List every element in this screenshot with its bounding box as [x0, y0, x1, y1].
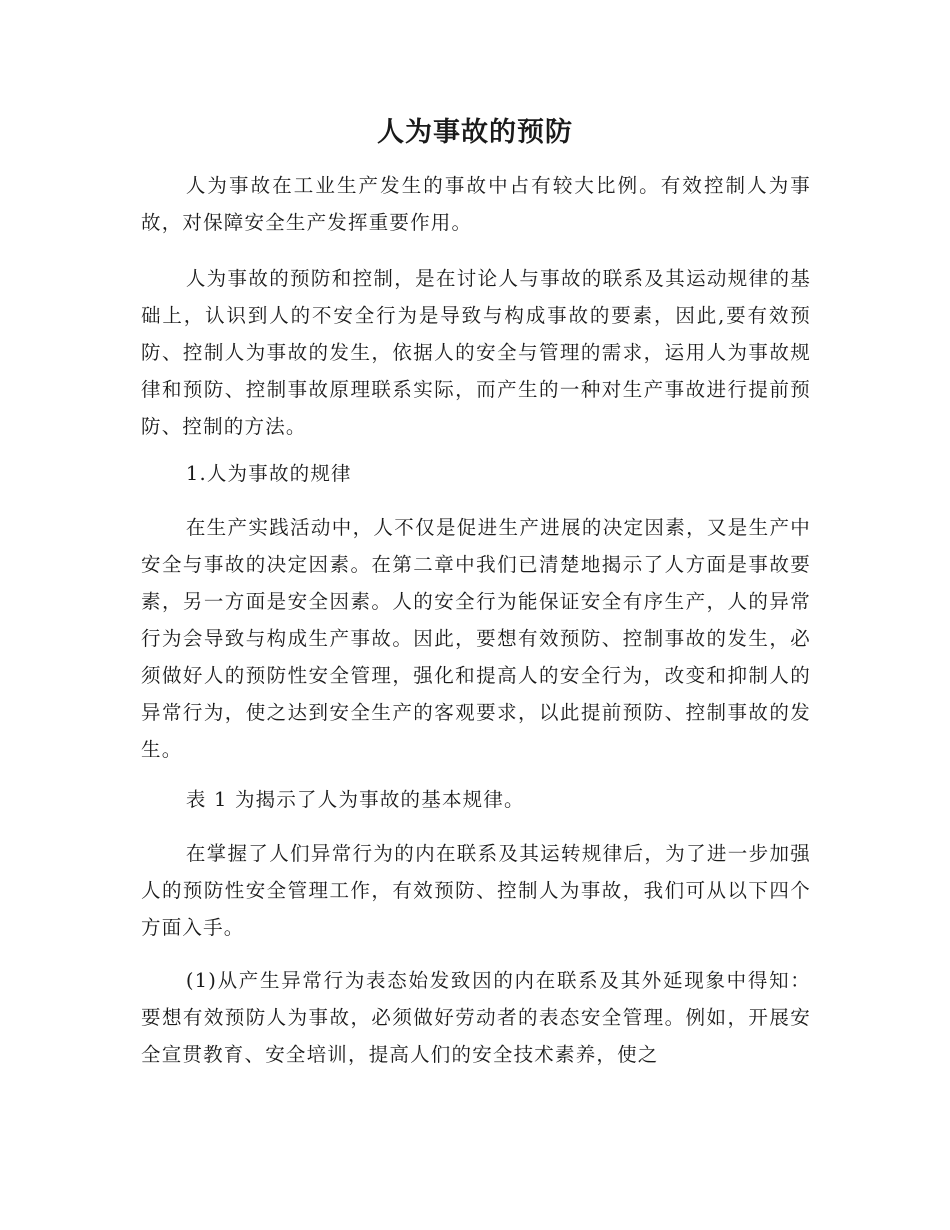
paragraph-production-practice: 在生产实践活动中，人不仅是促进生产进展的决定因素，又是生产中安全与事故的决定因素。在第二章中我们已清楚地揭示了人方面是事故要素，另一方面是安全因素。人的安全行为能保证安全有序生产，人的异常行为会导致与构成生产事故。因此，要想有效预防、控制事故的发生，必须做好人的预防性安全管理，强化和提高人的安全行为，改变和抑制人的异常行为，使之达到安全生产的客观要求，以此提前预防、控制事故的发生。	[141, 516, 811, 761]
paragraph-item-1: (1)从产生异常行为表态始发致因的内在联系及其外延现象中得知：要想有效预防人为事故，必须做好劳动者的表态安全管理。例如，开展安全宣贯教育、安全培训，提高人们的安全技术素养，使之	[141, 969, 811, 1066]
section-heading-1: 1.人为事故的规律	[185, 462, 352, 485]
paragraph-table-reference: 表 1 为揭示了人为事故的基本规律。	[185, 788, 525, 811]
paragraph-definition: 人为事故的预防和控制，是在讨论人与事故的联系及其运动规律的基础上，认识到人的不安全行为是导致与构成事故的要素，因此,要有效预防、控制人为事故的发生，依据人的安全与管理的需求，运用人为事故规律和预防、控制事故原理联系实际，而产生的一种对生产事故进行提前预防、控制的方法。	[141, 267, 811, 438]
document-title: 人为事故的预防	[377, 117, 573, 148]
paragraph-four-aspects: 在掌握了人们异常行为的内在联系及其运转规律后，为了进一步加强人的预防性安全管理工作，有效预防、控制人为事故，我们可从以下四个方面入手。	[141, 842, 811, 939]
paragraph-intro: 人为事故在工业生产发生的事故中占有较大比例。有效控制人为事故，对保障安全生产发挥重要作用。	[141, 174, 811, 234]
